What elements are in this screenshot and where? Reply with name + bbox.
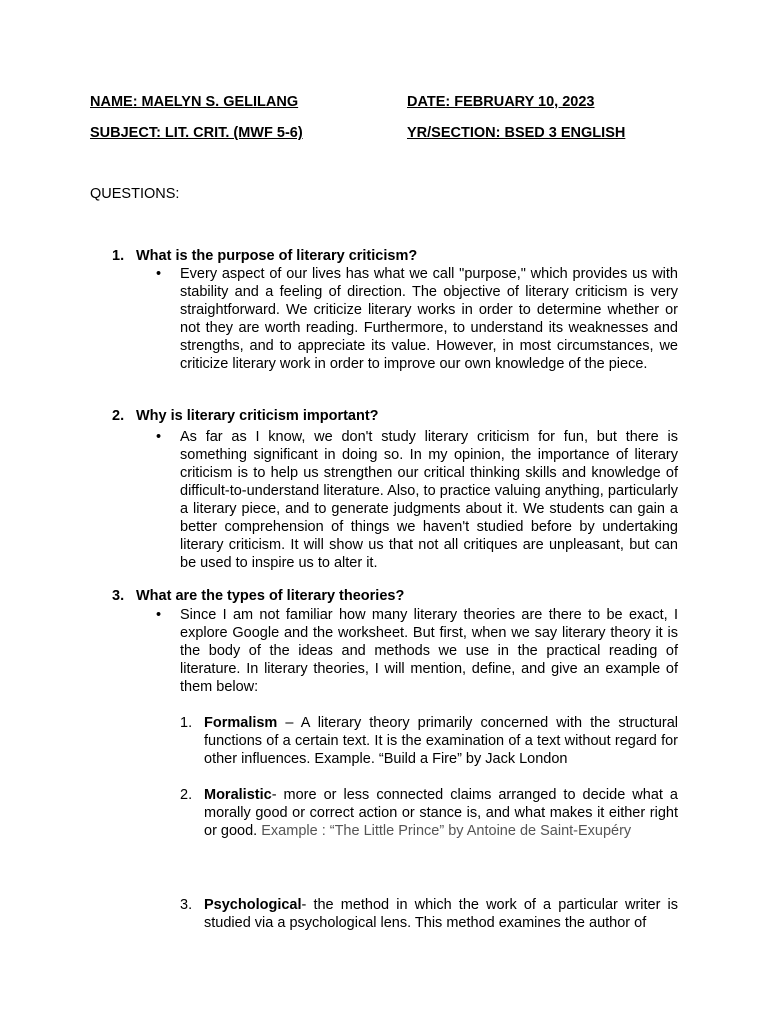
question-text: Why is literary criticism important? bbox=[136, 408, 379, 424]
year-section: YR/SECTION: BSED 3 ENGLISH bbox=[407, 125, 626, 141]
bullet-icon: • bbox=[156, 266, 162, 282]
theory-number: 3. bbox=[180, 897, 193, 913]
theory-term: Psychological bbox=[204, 897, 302, 913]
submission-date: DATE: FEBRUARY 10, 2023 bbox=[407, 94, 595, 110]
question-text: What are the types of literary theories? bbox=[136, 588, 405, 604]
theory-definition: – A literary theory primarily concerned with the structural functions of a certain text. It is the examination of a text without regard for other influences. Example. “Build a Fire” by Jack London bbox=[204, 715, 678, 767]
theory-formalism bbox=[180, 714, 678, 768]
question-2 bbox=[112, 408, 379, 424]
question-number: 3. bbox=[112, 588, 125, 604]
question-number: 1. bbox=[112, 248, 125, 264]
theory-term: Moralistic bbox=[204, 787, 272, 803]
answer-1 bbox=[156, 265, 678, 373]
theory-example: Example : “The Little Prince” by Antoine de Saint-Exupéry bbox=[261, 823, 632, 839]
student-name: NAME: MAELYN S. GELILANG bbox=[90, 94, 299, 110]
theory-definition: - the method in which the work of a particular writer is studied via a psychological lens. This method examines the author of bbox=[204, 897, 678, 931]
question-3 bbox=[112, 588, 404, 604]
question-number: 2. bbox=[112, 408, 125, 424]
questions-label: QUESTIONS: bbox=[90, 186, 180, 202]
bullet-icon: • bbox=[156, 429, 162, 445]
question-text: What is the purpose of literary criticism? bbox=[136, 248, 418, 264]
theory-moralistic bbox=[180, 786, 678, 840]
answer-text: Every aspect of our lives has what we call "purpose," which provides us with stability and a feeling of direction. The objective of literary criticism is very straightforward. We criticize literary works in order to determine whether or not they are worth reading. Furthermore, to understand its weaknesses and strengths, and to appreciate its value. However, in most circumstances, we criticize literary work in order to improve our own knowledge of the piece. bbox=[180, 266, 678, 372]
answer-text: As far as I know, we don't study literary criticism for fun, but there is something significant in doing so. In my opinion, the importance of literary criticism is to help us strengthen our critical thinking skills and knowledge of difficult-to-understand literature. Also, to practice valuing anything, particularly a literary piece, and to generate judgments about it. We students can gain a better comprehension of things we haven't studied before by undertaking literary criticism. It will show us that not all critiques are unpleasant, but can be used to inspire us to alter it. bbox=[180, 429, 678, 571]
theory-definition: - more or less connected claims arranged to decide what a morally good or correct action or stance is, and what makes it either right or good. bbox=[204, 787, 678, 839]
theory-term: Formalism bbox=[204, 715, 278, 731]
theory-number: 1. bbox=[180, 715, 193, 731]
answer-text: Since I am not familiar how many literary theories are there to be exact, I explore Google and the worksheet. But first, when we say literary theory it is the body of the ideas and methods we use in the practical reading of literature. In literary theories, I will mention, define, and give an example of them below: bbox=[180, 607, 678, 695]
theory-psychological bbox=[180, 896, 678, 932]
bullet-icon: • bbox=[156, 607, 162, 623]
question-1 bbox=[112, 248, 417, 264]
theory-number: 2. bbox=[180, 787, 193, 803]
answer-2 bbox=[156, 428, 678, 572]
subject: SUBJECT: LIT. CRIT. (MWF 5-6) bbox=[90, 125, 303, 141]
answer-3 bbox=[156, 606, 678, 696]
